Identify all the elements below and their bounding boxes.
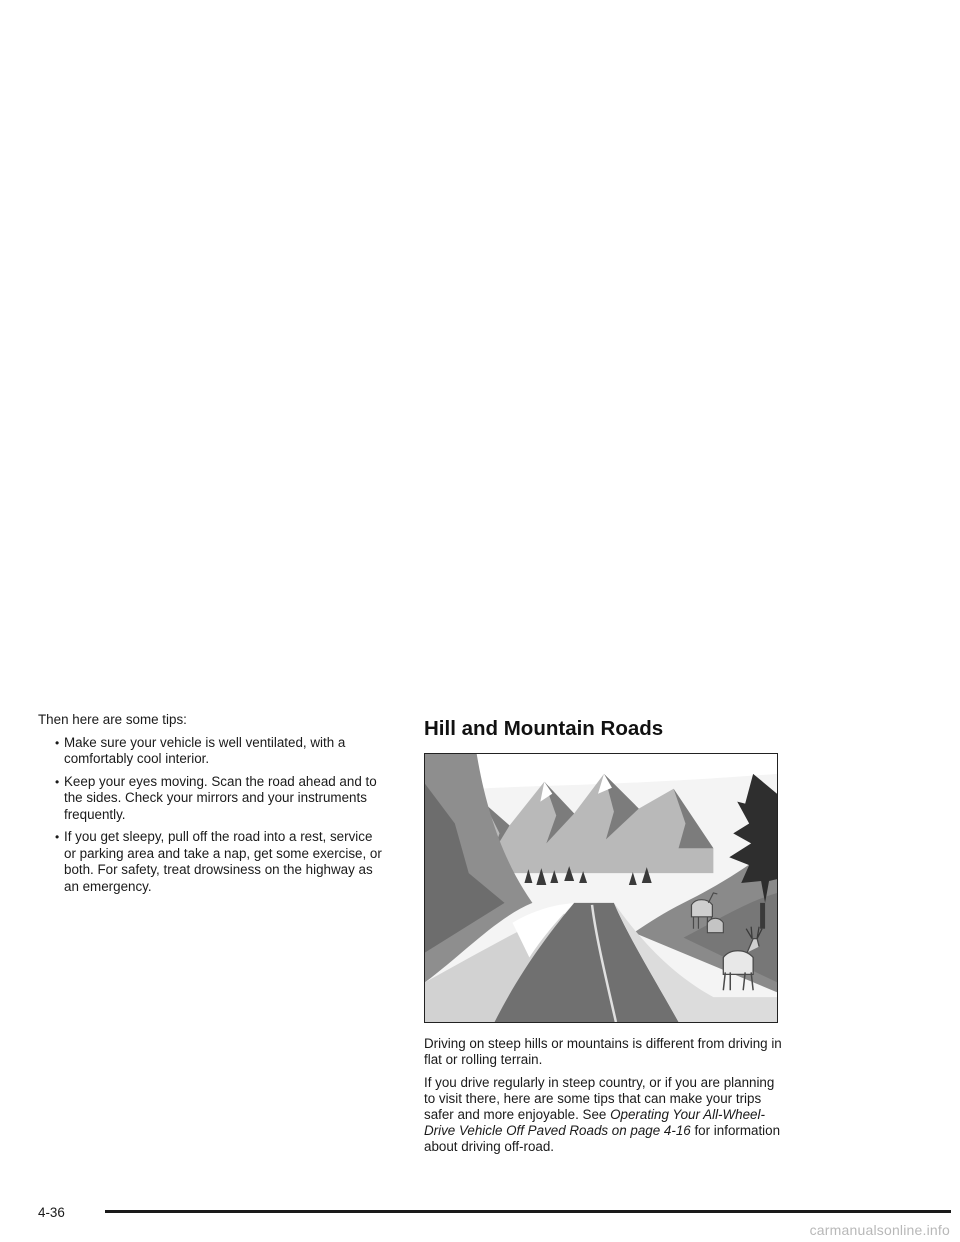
footer-rule xyxy=(105,1210,951,1213)
paragraph-text: for information about driving off-road. xyxy=(424,1123,781,1154)
tip-text: Keep your eyes moving. Scan the road ahead and to the sides. Check your mirrors and your instruments frequently. xyxy=(64,773,377,822)
cross-reference-link[interactable]: Operating Your All-Wheel-Drive Vehicle Off Paved Roads on page 4-16 xyxy=(424,1107,765,1138)
paragraph-intro: Driving on steep hills or mountains is different from driving in flat or rolling terrain. xyxy=(424,1036,782,1067)
mountain-road-with-deer-illustration xyxy=(424,753,778,1023)
paragraph-tips xyxy=(424,1075,784,1155)
tip-text: Make sure your vehicle is well ventilated, with a comfortably cool interior. xyxy=(64,734,346,766)
right-column xyxy=(424,712,784,1162)
list-item xyxy=(38,774,388,824)
left-column xyxy=(38,712,388,901)
section-heading: Hill and Mountain Roads xyxy=(424,717,664,740)
list-item xyxy=(38,735,388,768)
tip-text: If you get sleepy, pull off the road into a rest, service or parking area and take a nap, get some exercise, or both. For safety, treat drowsiness on the highway as an emergency. xyxy=(64,829,382,894)
bullet-icon: • xyxy=(55,830,60,844)
watermark: carmanualsonline.info xyxy=(809,1222,950,1238)
list-item xyxy=(38,829,388,895)
tips-intro: Then here are some tips: xyxy=(38,712,187,727)
page-number: 4-36 xyxy=(38,1205,65,1220)
paragraph-text: If you drive regularly in steep country, or if you are planning to visit there, here are some tips that can make your trips safer and more enjoyable. See xyxy=(424,1075,775,1122)
bullet-icon: • xyxy=(55,774,60,789)
bullet-icon: • xyxy=(55,735,60,750)
tips-list xyxy=(38,735,388,896)
